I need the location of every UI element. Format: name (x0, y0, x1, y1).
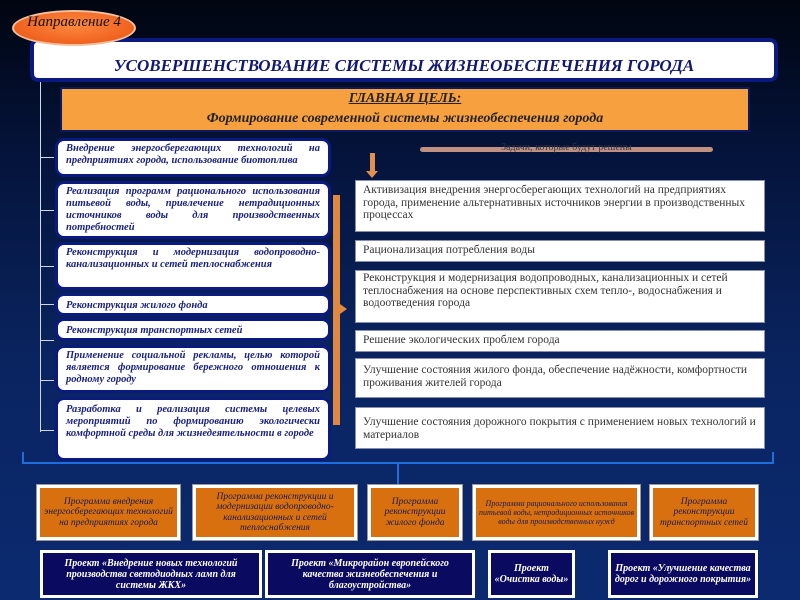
direction-item: Реконструкция жилого фонда (55, 293, 331, 316)
connector-tick (40, 157, 54, 158)
direction-item: Реконструкция и модернизация водопроводно-канализационных и сетей теплоснабжения (55, 242, 331, 290)
task-item: Реконструкция и модернизация водопроводных, канализационных и сетей теплоснабжения на основе перспективных схем тепло-, водоснабжения и водоотведения города (355, 270, 765, 323)
arrow-right-icon (340, 304, 347, 314)
task-item: Улучшение состояния жилого фонда, обеспечение надёжности, комфортности проживания жителей города (355, 358, 765, 398)
task-item: Активизация внедрения энергосберегающих технологий на предприятиях города, применение альтернативных источников энергии в производственных процессах (355, 180, 765, 232)
connector-tick (40, 430, 54, 431)
connector-tick (40, 266, 54, 267)
project-item: Проект «Внедрение новых технологий производства светодиодных ламп для системы ЖКХ» (40, 550, 262, 598)
arrow-down-head (366, 171, 378, 178)
program-item: Программа внедрения энергосберегающих технологий на предприятиях города (37, 485, 180, 540)
goal-text: Формирование современной системы жизнеобеспечения города (206, 111, 604, 126)
goal-heading: ГЛАВНАЯ ЦЕЛЬ: (348, 91, 462, 106)
bracket-bar (333, 195, 340, 425)
task-item: Рационализация потребления воды (355, 240, 765, 262)
tasks-label: Задачи, которые будут решены (501, 142, 632, 153)
task-item: Улучшение состояния дорожного покрытия с применением новых технологий и материалов (355, 407, 765, 449)
connector-tick (40, 380, 54, 381)
program-item: Программа реконструкции и модернизации водопроводно-канализационных и сетей теплоснабжения (193, 485, 357, 540)
direction-item: Внедрение энергосберегающих технологий на предприятиях города, использование биотоплива (55, 138, 331, 177)
bracket-arrow (397, 464, 399, 484)
main-goal (60, 87, 750, 132)
direction-badge: Направление 4 (12, 10, 136, 46)
project-item: Проект «Очистка воды» (488, 550, 575, 598)
direction-item: Реконструкция транспортных сетей (55, 318, 331, 341)
program-item: Программа реконструкции транспортных сетей (650, 485, 758, 540)
arrow-down-icon (370, 153, 375, 173)
connector-tick (40, 304, 54, 305)
connector-tick (40, 210, 54, 211)
direction-item: Реализация программ рационального использования питьевой воды, привлечение нетрадиционных источников воды для производственных потребностей (55, 181, 331, 239)
connector-tick (40, 340, 54, 341)
program-item: Программа рационального использования питьевой воды, нетрадиционных источников воды для производственных нужд (473, 485, 640, 540)
project-item: Проект «Улучшение качества дорог и дорожного покрытия» (608, 550, 758, 598)
page-title: УСОВЕРШЕНСТВОВАНИЕ СИСТЕМЫ ЖИЗНЕОБЕСПЕЧЕНИЯ ГОРОДА (30, 38, 778, 82)
task-item: Решение экологических проблем города (355, 330, 765, 352)
direction-item: Применение социальной рекламы, целью которой является формирование бережного отношения к родному городу (55, 345, 331, 393)
direction-item: Разработка и реализация системы целевых мероприятий по формированию экологически комфортной среды для жизнедеятельности в городе (55, 397, 331, 461)
program-item: Программа реконструкции жилого фонда (368, 485, 462, 540)
project-item: Проект «Микрорайон европейского качества жизнеобеспечения и благоустройства» (265, 550, 475, 598)
bottom-bracket (22, 452, 774, 464)
